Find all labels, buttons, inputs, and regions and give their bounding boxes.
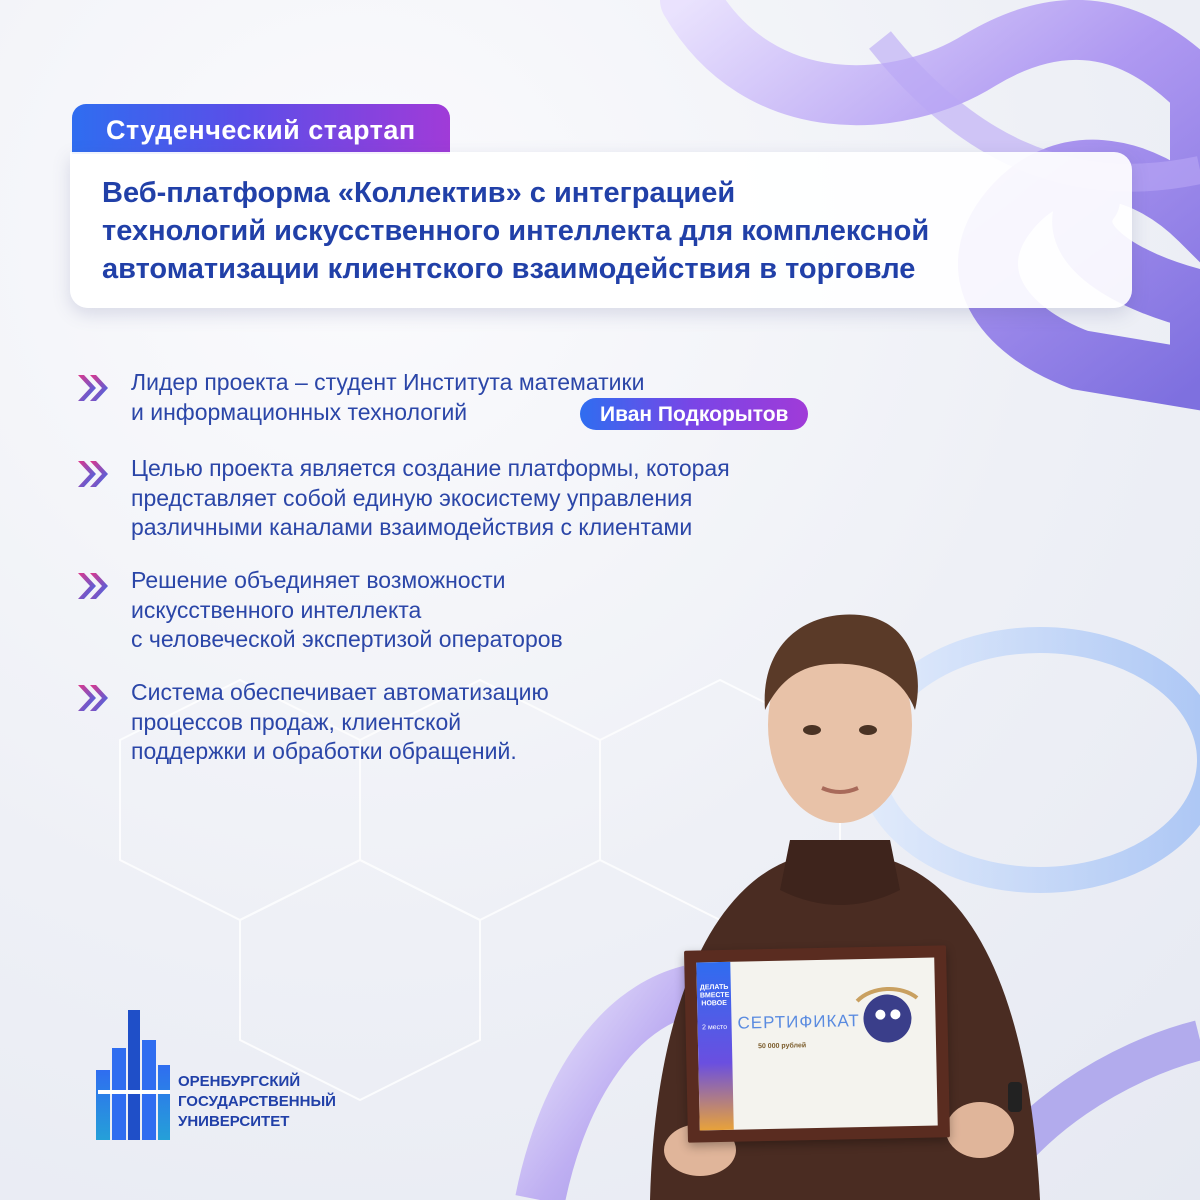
mascot-icon	[847, 980, 928, 1052]
text-line: представляет собой единую экосистему управления	[131, 484, 693, 511]
leader-name-badge: Иван Подкорытов	[580, 398, 808, 430]
double-chevron-icon	[76, 682, 110, 714]
certificate-event: ДЕЛАТЬ ВМЕСТЕ НОВОЕ	[699, 983, 730, 1008]
logo-line: УНИВЕРСИТЕТ	[178, 1113, 290, 1130]
text-line: Система обеспечивает автоматизацию	[131, 679, 549, 705]
logo-line: ГОСУДАРСТВЕННЫЙ	[178, 1093, 336, 1110]
text-line: Целью проекта является создание платформы, которая	[131, 455, 730, 481]
double-chevron-icon	[76, 372, 110, 404]
page-title	[102, 174, 1112, 288]
text-line: поддержки и обработки обращений.	[131, 738, 517, 764]
certificate-place: 2 место	[702, 1023, 728, 1032]
title-line: Веб-платформа «Коллектив» с интеграцией	[102, 177, 736, 209]
list-item-text	[131, 566, 563, 655]
title-card	[70, 152, 1132, 308]
double-chevron-icon	[76, 458, 110, 490]
university-building-icon	[92, 1010, 172, 1140]
title-line: автоматизации клиентского взаимодействия в торговле	[102, 253, 916, 285]
text-line: с человеческой экспертизой операторов	[131, 626, 563, 652]
list-item-text	[131, 678, 549, 767]
list-item-text	[131, 454, 730, 543]
text-line: различными каналами взаимодействия с клиентами	[131, 514, 693, 540]
certificate-frame	[684, 945, 950, 1142]
double-chevron-icon	[76, 570, 110, 602]
logo-line: ОРЕНБУРГСКИЙ	[178, 1073, 301, 1090]
text-line: Лидер проекта – студент Института математики	[131, 369, 645, 395]
text-line: искусственного интеллекта	[131, 596, 422, 623]
certificate-side-strip	[696, 962, 734, 1131]
text-line: Решение объединяет возможности	[131, 567, 506, 593]
text-line: и информационных технологий	[131, 398, 468, 425]
certificate	[696, 958, 937, 1131]
university-name	[178, 1072, 336, 1132]
list-item-text	[131, 368, 644, 427]
category-tag: Студенческий стартап	[72, 104, 450, 154]
title-line: технологий искусственного интеллекта для комплексной	[102, 215, 930, 247]
certificate-amount: 50 000 рублей	[757, 1042, 807, 1051]
text-line: процессов продаж, клиентской	[131, 708, 462, 735]
certificate-title: СЕРТИФИКАТ	[737, 1011, 860, 1033]
